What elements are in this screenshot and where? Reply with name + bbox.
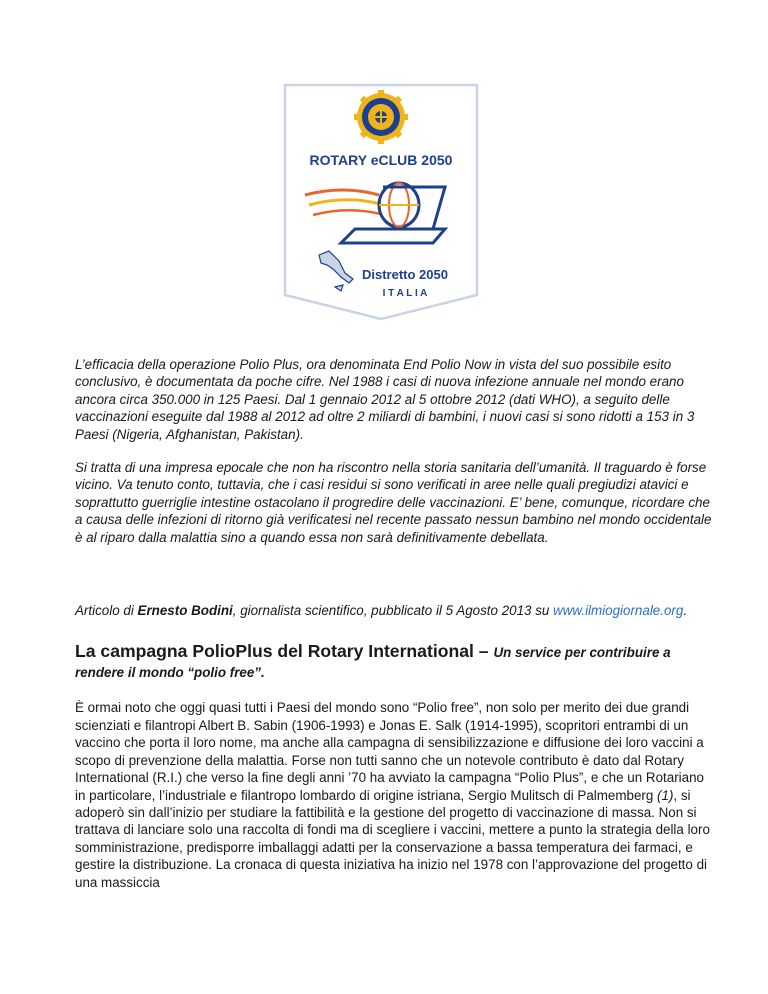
section-heading [75, 641, 715, 683]
credit-author: Ernesto Bodini [137, 603, 233, 619]
intro-paragraph-2: Si tratta di una impresa epocale che non ha riscontro nella storia sanitaria dell’umanità. Il traguardo è forse vicino. Va tenuto conto, tuttavia, che i casi residui si sono verificati in aree nelle quali pregiudizi atavici e soprattutto guerriglie intestine ostacolano il progredire delle vaccinazioni. E’ bene, comunque, ricordare che a causa delle infezioni di ritorno già verificatesi nel recente passato nessun bambino nel mondo occidentale è al riparo dalla malattia sino a quando essa non sarà definitivamente debellata. [75, 460, 712, 545]
intro-paragraph-1: L’efficacia della operazione Polio Plus, ora denominata End Polio Now in vista del suo possibile esito conclusivo, è documentata da poche cifre. Nel 1988 i casi di nuova infezione annuale nel mondo erano ancora circa 350.000 in 125 Paesi. Dal 1 gennaio 2012 al 5 ottobre 2012 (dati WHO), a seguito delle vaccinazioni eseguite dal 1988 al 2012 ad oltre 2 miliardi di bambini, i nuovi casi si sono ridotti a 153 in 3 Paesi (Nigeria, Afghanistan, Pakistan). [75, 357, 695, 442]
article-credit [75, 602, 715, 619]
credit-middle: , giornalista scientifico, pubblicato il 5 Agosto 2013 su [232, 603, 554, 619]
section-title: La campagna PolioPlus del Rotary International – [75, 641, 494, 662]
article-content [75, 356, 715, 891]
section-subtitle: Un service per contribuire a rendere il mondo “polio free”. [75, 645, 671, 681]
body-paragraph [75, 699, 715, 890]
credit-prefix: Articolo di [75, 603, 138, 619]
body-part-2: , si adoperò sin dall’inizio per studiare la fattibilità e la gestione del progetto di vaccinazione di massa. Non si trattava di lanciare solo una raccolta di fondi ma di scegliere i vaccini, mettere a punto la strategia della loro somministrazione, predisporre imballaggi adatti per la conservazione a bassa temperatura dei farmaci, e gestire la distribuzione. La cronaca di questa iniziativa ha inizio nel 1978 con l’approvazione del progetto di una massiccia [75, 787, 710, 890]
rotary-wheel-icon [354, 90, 408, 144]
club-name-text: ROTARY eCLUB 2050 [309, 152, 453, 168]
rotary-banner-graphic [283, 83, 479, 321]
body-part-1: È ormai noto che oggi quasi tutti i Paesi del mondo sono “Polio free”, non solo per merito dei due grandi scienziati e filantropi Albert B. Sabin (1906-1993) e Jonas E. Salk (1914-1995), scopritori entrambi di un vaccino che porta il loro nome, ma anche alla campagna di sensibilizzazione e diffusione dei loro vaccini a scopo di prevenzione della malattia. Forse non tutti sanno che un notevole contributo è dato dal Rotary International (R.I.) che verso la fine degli anni ’70 ha avviato la campagna “Polio Plus”, e che un Rotariano in particolare, l’industriale e filantropo lombardo di origine istriana, Sergio Mulitsch di Palmemberg [75, 700, 704, 803]
rotary-eclub-logo [283, 83, 479, 321]
credit-suffix: . [683, 603, 688, 619]
footnote-ref: (1) [657, 787, 674, 803]
credit-link[interactable]: www.ilmiogiornale.org [553, 603, 684, 619]
country-text: I T A L I A [382, 288, 428, 299]
district-text: Distretto 2050 [362, 267, 448, 282]
